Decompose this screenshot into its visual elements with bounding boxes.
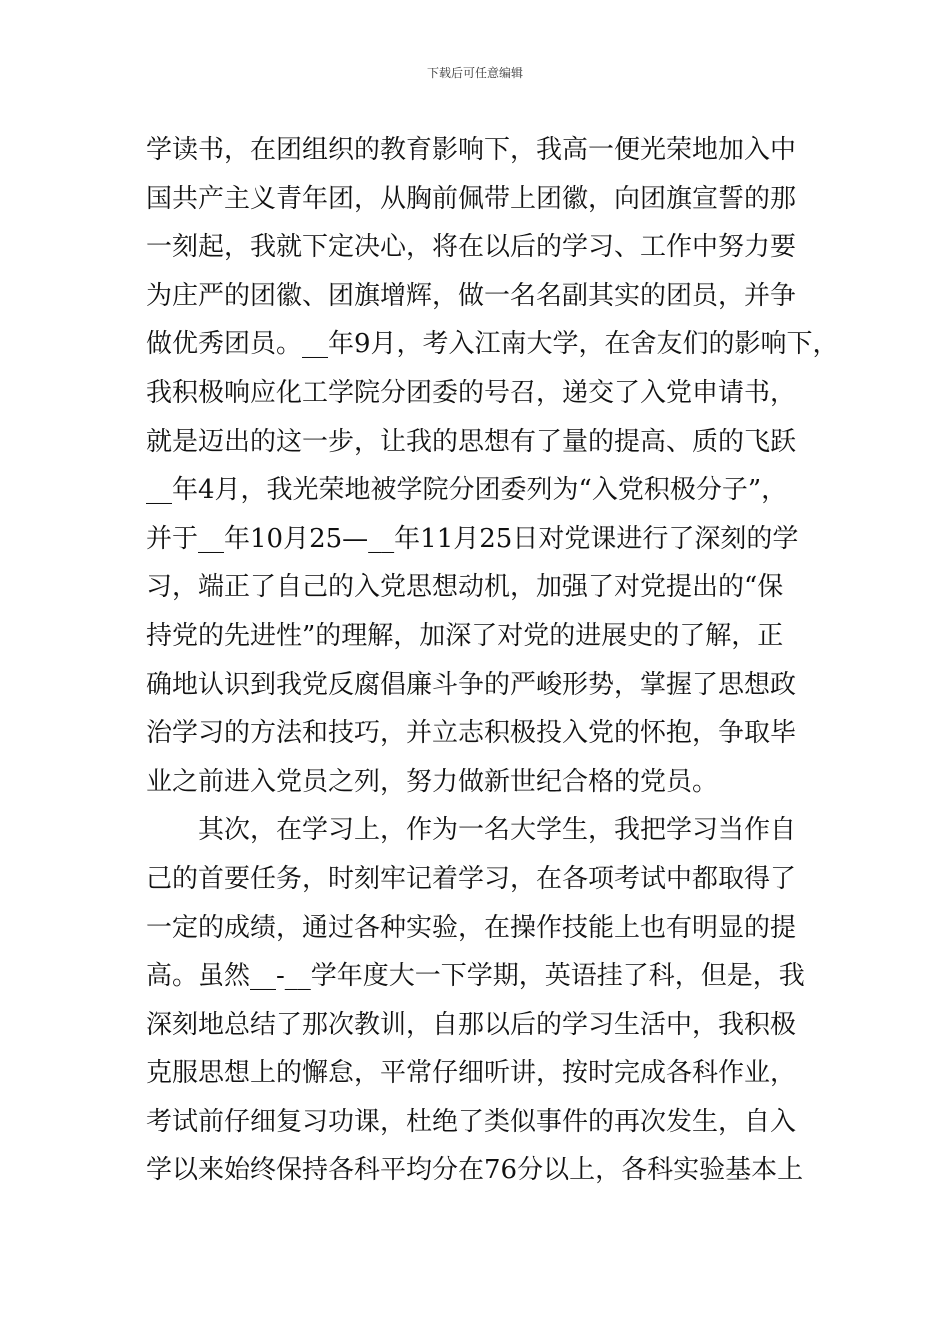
page-header: 下载后可任意编辑 (426, 66, 523, 80)
text-line: 一刻起，我就下定决心，将在以后的学习、工作中努力要 (146, 232, 797, 263)
text-line: 习，端正了自己的入党思想动机，加强了对党提出的“保 (146, 572, 784, 603)
text-line: 学读书，在团组织的教育影响下，我高一便光荣地加入中 (146, 135, 797, 165)
text-line: 考试前仔细复习功课，杜绝了类似事件的再次发生，自入 (146, 1106, 797, 1137)
text-line: 己的首要任务，时刻牢记着学习，在各项考试中都取得了 (146, 863, 797, 894)
paragraph-start-line: 其次，在学习上，作为一名大学生，我把学习当作自 (198, 815, 797, 846)
text-line: 为庄严的团徽、团旗增辉，做一名名副其实的团员，并争 (146, 280, 797, 311)
text-line: 克服思想上的懈怠，平常仔细听讲，按时完成各科作业， (146, 1058, 797, 1089)
text-line: 做优秀团员。__年9月，考入江南大学，在舍友们的影响下， (146, 329, 839, 360)
text-line: 一定的成绩，通过各种实验，在操作技能上也有明显的提 (146, 912, 797, 943)
text-line: 深刻地总结了那次教训，自那以后的学习生活中，我积极 (146, 1009, 797, 1040)
text-line: 持党的先进性”的理解，加深了对党的进展史的了解，正 (146, 620, 784, 651)
text-line: 就是迈出的这一步，让我的思想有了量的提高、质的飞跃 (146, 426, 797, 457)
text-line: 我积极响应化工学院分团委的号召，递交了入党申请书， (146, 377, 797, 408)
text-line: 业之前进入党员之列，努力做新世纪合格的党员。 (146, 766, 719, 797)
text-line: 确地认识到我党反腐倡廉斗争的严峻形势，掌握了思想政 (146, 669, 797, 700)
text-line: 高。虽然__-__学年度大一下学期，英语挂了科，但是，我 (146, 961, 805, 992)
text-line: __年4月，我光荣地被学院分团委列为“入党积极分子”， (146, 475, 788, 506)
text-line: 治学习的方法和技巧，并立志积极投入党的怀抱，争取毕 (146, 718, 797, 749)
text-line: 学以来始终保持各科平均分在76分以上，各科实验基本上 (146, 1155, 804, 1186)
document-body (146, 126, 839, 1195)
text-line: 并于__年10月25—__年11月25日对党课进行了深刻的学 (146, 523, 799, 554)
text-line: 国共产主义青年团，从胸前佩带上团徽，向团旗宣誓的那 (146, 183, 797, 214)
